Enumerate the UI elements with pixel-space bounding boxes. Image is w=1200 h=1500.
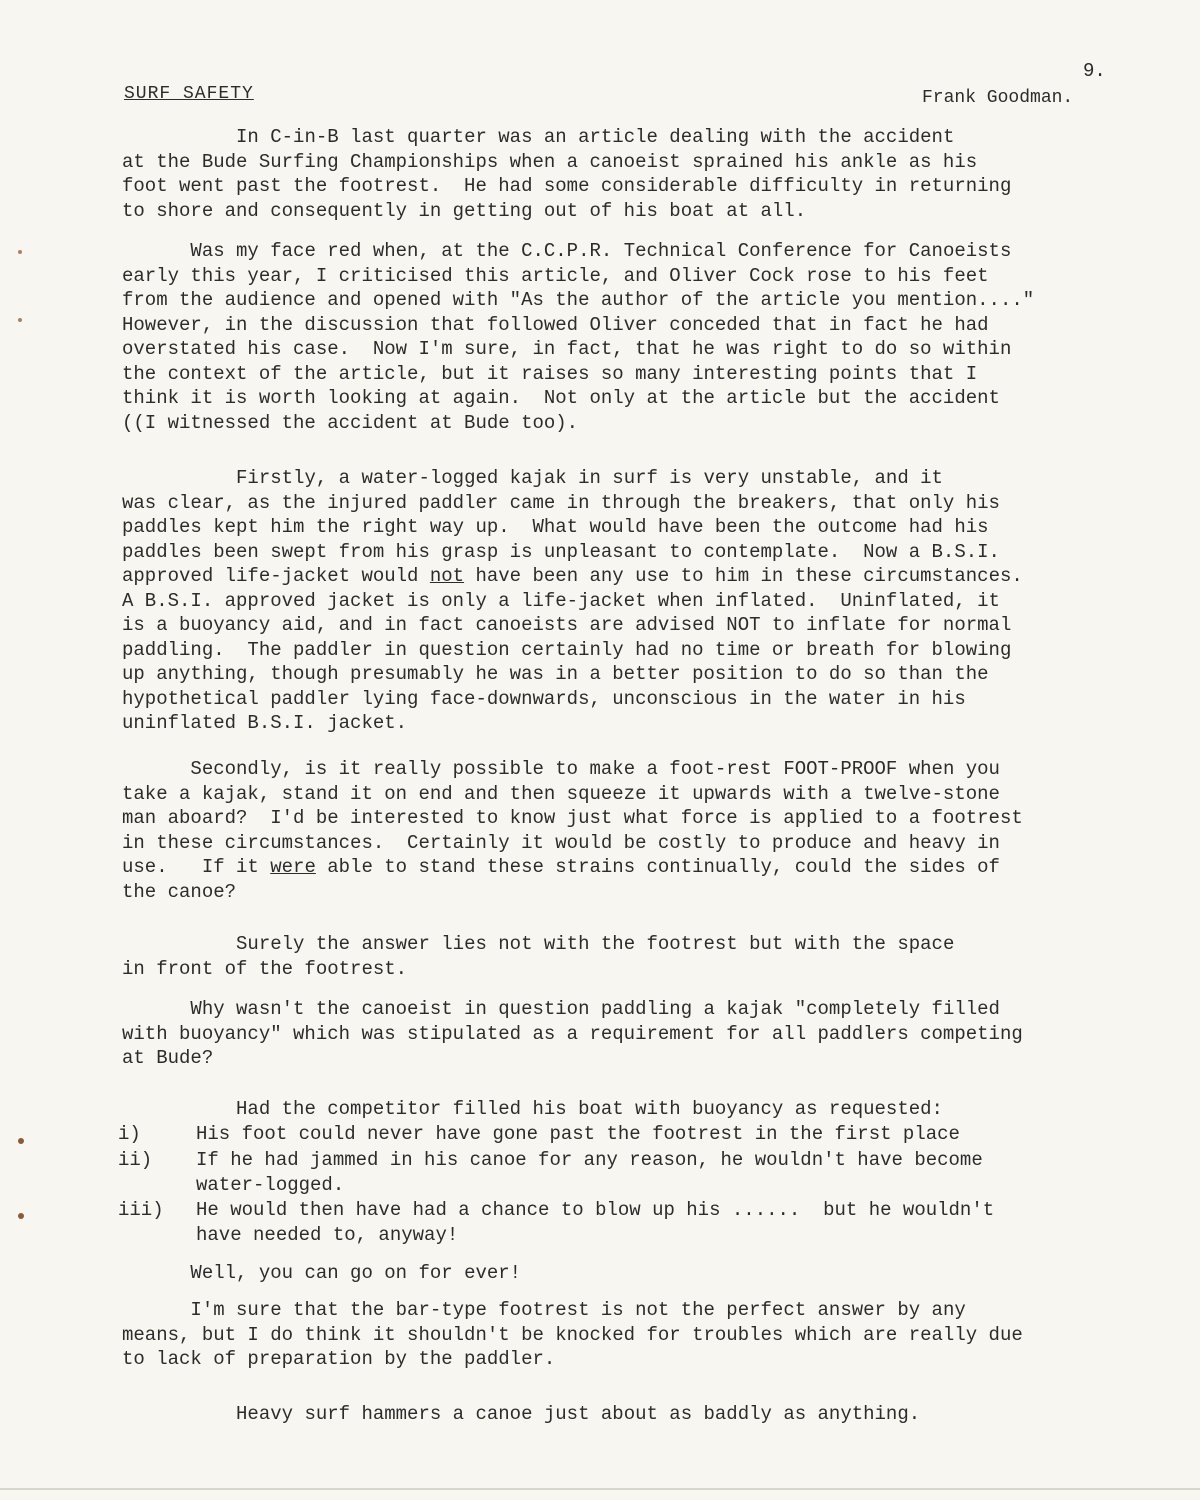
paragraph-7: Had the competitor filled his boat with buoyancy as requested:: [122, 1098, 943, 1120]
list-item-number: ii): [118, 1149, 153, 1171]
paragraph-1: In C-in-B last quarter was an article dealing with the accident at the Bude Surfing Championships when a canoeist sprained his ankle as his foot went past the footrest. He had some considerable difficulty in returning to shore and consequently in getting out of his boat at all.: [122, 126, 1012, 222]
punch-hole-mark: [18, 250, 22, 254]
paragraph-6: Why wasn't the canoeist in question paddling a kajak "completely filled with buoyancy" which was stipulated as a requirement for all paddlers competing at Bude?: [122, 998, 1023, 1069]
paragraph-5: Surely the answer lies not with the footrest but with the space in front of the footrest.: [122, 933, 955, 980]
list-item-text: His foot could never have gone past the footrest in the first place: [196, 1123, 960, 1145]
paragraph-4: [122, 757, 1132, 904]
paragraph-2: Was my face red when, at the C.C.P.R. Technical Conference for Canoeists early this year, I criticised this article, and Oliver Cock rose to his feet from the audience and opened with "As the author of the article you mention...." However, in the discussion that followed Oliver conceded that in fact he had overstated his case. Now I'm sure, in fact, that he was right to do so within the context of the article, but it raises so many interesting points that I think it is worth looking at again. Not only at the article but the accident ((I witnessed the accident at Bude too).: [122, 240, 1035, 434]
punch-hole-mark: [18, 318, 22, 322]
list-item-number: i): [118, 1123, 141, 1145]
list-item-text: If he had jammed in his canoe for any reason, he wouldn't have become water-logged.: [196, 1149, 983, 1196]
punch-hole-mark: [18, 1213, 24, 1219]
paragraph-9: I'm sure that the bar-type footrest is not the perfect answer by any means, but I do think it shouldn't be knocked for troubles which are really due to lack of preparation by the paddler.: [122, 1299, 1023, 1370]
page-number: 9.: [1083, 60, 1106, 82]
list-item-number: iii): [118, 1199, 164, 1221]
paragraph-10: Heavy surf hammers a canoe just about as baddly as anything.: [122, 1403, 921, 1425]
page-edge: [0, 1488, 1200, 1490]
underlined-not: not: [429, 565, 465, 587]
author-name: Frank Goodman.: [922, 88, 1074, 108]
article-title: SURF SAFETY: [124, 84, 254, 104]
paragraph-8: Well, you can go on for ever!: [122, 1262, 522, 1284]
paragraph-4-part-b: able to stand these strains continually, could the sides of the canoe?: [122, 856, 1000, 903]
paragraph-3-part-a: Firstly, a water-logged kajak in surf is very unstable, and it was clear, as the injured paddler came in through the breakers, that only his paddles kept him the right way up. What would have been the outcome had his paddles been swept from his grasp is unpleasant to contemplate. Now a B.S.I. approved life-jacket would: [122, 467, 1000, 587]
underlined-were: were: [270, 856, 316, 878]
punch-hole-mark: [18, 1138, 24, 1144]
paragraph-3-part-b: have been any use to him in these circumstances. A B.S.I. approved jacket is only a life-jacket when inflated. Uninflated, it is a buoyancy aid, and in fact canoeists are advised NOT to inflate for normal paddling. The paddler in question certainly had no time or breath for blowing up anything, though presumably he was in a better position to do so than the hypothetical paddler lying face-downwards, unconscious in the water in his uninflated B.S.I. jacket.: [122, 565, 1023, 734]
list-item-text: He would then have had a chance to blow up his ...... but he wouldn't have needed to, anyway!: [196, 1199, 995, 1246]
paragraph-3: [122, 466, 1132, 736]
paragraph-4-part-a: Secondly, is it really possible to make a foot-rest FOOT-PROOF when you take a kajak, stand it on end and then squeeze it upwards with a twelve-stone man aboard? I'd be interested to know just what force is applied to a footrest in these circumstances. Certainly it would be costly to produce and heavy in use. If it: [122, 758, 1023, 878]
